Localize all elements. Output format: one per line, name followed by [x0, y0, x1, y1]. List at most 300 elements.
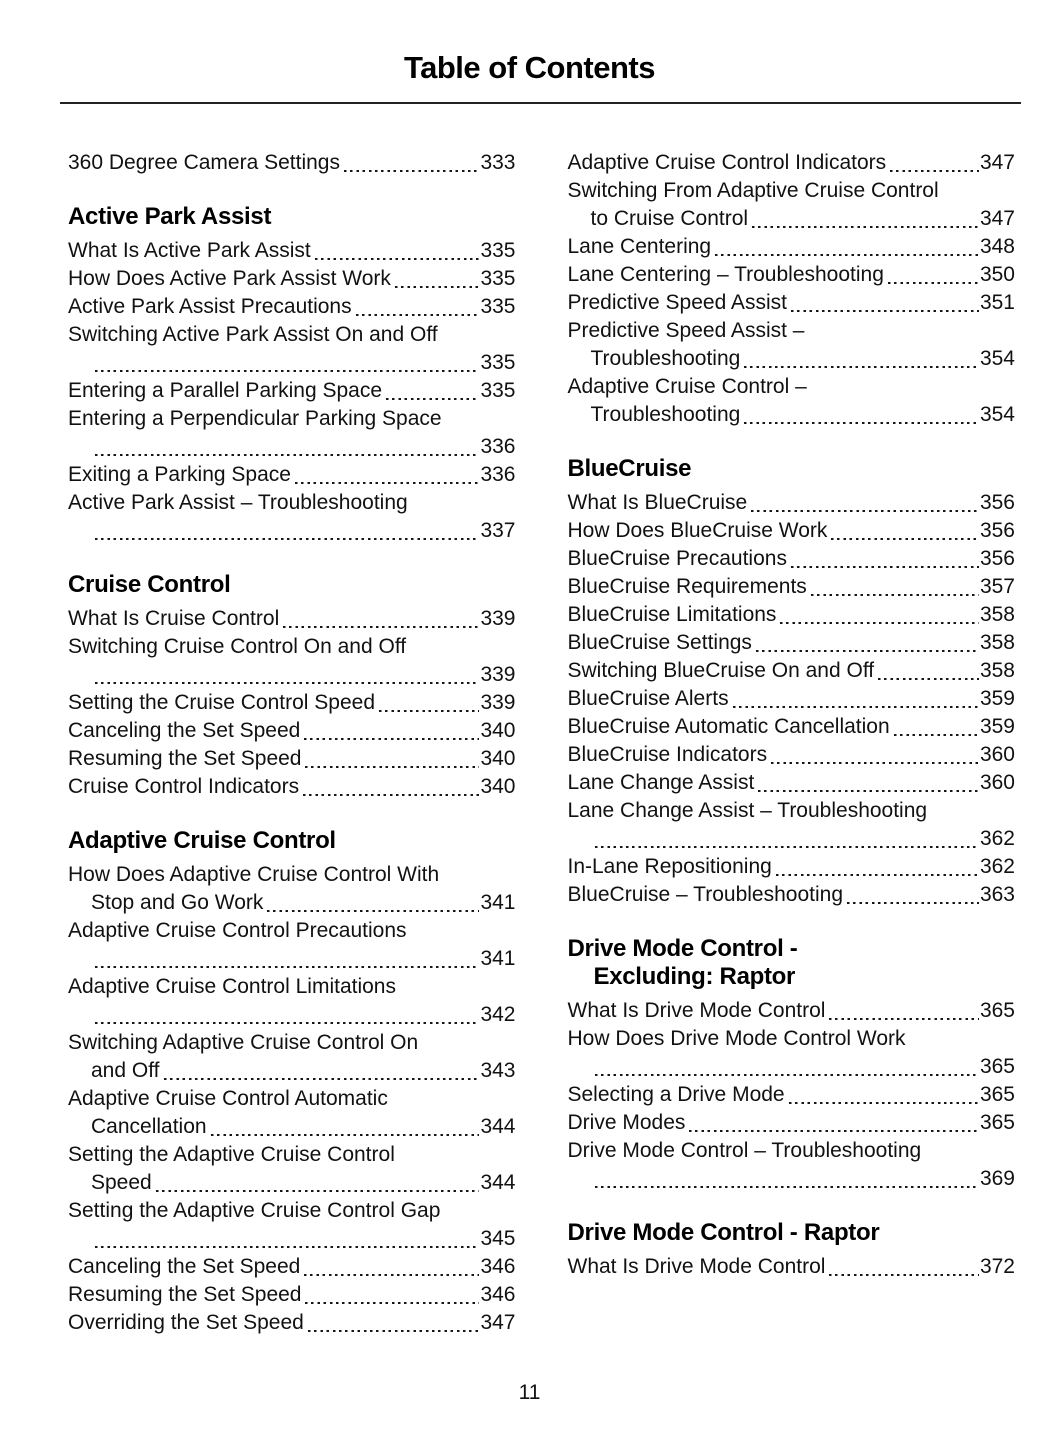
- entry-page-number: 362: [979, 827, 1015, 850]
- toc-entry-line: [68, 889, 516, 917]
- entry-text: BlueCruise Requirements: [567, 575, 807, 598]
- entry-page-number: 346: [480, 1283, 516, 1306]
- toc-entry-line: [568, 685, 1016, 713]
- dotted-leader: [689, 1130, 979, 1133]
- toc-entry[interactable]: [568, 769, 1016, 797]
- toc-entry-line: [568, 1081, 1016, 1109]
- toc-entry-line: [68, 973, 516, 1001]
- page-title: Table of Contents: [404, 50, 655, 85]
- dotted-leader: [95, 370, 479, 373]
- entry-page-number: 333: [480, 151, 516, 174]
- toc-entry-line: [68, 149, 516, 177]
- entry-page-number: 350: [979, 263, 1015, 286]
- entry-text: Entering a Perpendicular Parking Space: [68, 407, 442, 430]
- entry-text: What Is BlueCruise: [567, 491, 748, 514]
- toc-entry[interactable]: [568, 853, 1016, 881]
- toc-entry[interactable]: [68, 293, 516, 321]
- toc-entry[interactable]: [568, 657, 1016, 685]
- toc-entry[interactable]: [68, 1309, 516, 1337]
- entry-text: BlueCruise Automatic Cancellation: [567, 715, 890, 738]
- dotted-leader: [356, 314, 480, 317]
- entry-text: Active Park Assist – Troubleshooting: [68, 491, 408, 514]
- dotted-leader: [344, 170, 479, 173]
- toc-entry-line: [68, 1169, 516, 1197]
- toc-entry[interactable]: [68, 377, 516, 405]
- entry-text: Drive Modes: [567, 1111, 686, 1134]
- section-heading: [568, 1219, 1016, 1247]
- toc-entry-line: [68, 945, 516, 973]
- dotted-leader: [267, 910, 479, 913]
- entry-text: Active Park Assist Precautions: [68, 295, 352, 318]
- toc-entry-line: [568, 205, 1016, 233]
- entry-page-number: 340: [480, 719, 516, 742]
- entry-text: to Cruise Control: [590, 207, 749, 230]
- dotted-leader: [878, 678, 979, 681]
- toc-entry-line: [68, 1029, 516, 1057]
- entry-page-number: 356: [979, 491, 1015, 514]
- entry-page-number: 354: [979, 347, 1015, 370]
- entry-text: Resuming the Set Speed: [68, 747, 302, 770]
- entry-page-number: 347: [979, 151, 1015, 174]
- entry-text: How Does Drive Mode Control Work: [567, 1027, 906, 1050]
- entry-page-number: 358: [979, 603, 1015, 626]
- toc-column-right: [568, 149, 1016, 1337]
- entry-text: Adaptive Cruise Control Limitations: [68, 975, 396, 998]
- dotted-leader: [95, 966, 479, 969]
- dotted-leader: [888, 282, 979, 285]
- dotted-leader: [395, 286, 480, 289]
- section-heading-line: BlueCruise: [567, 455, 692, 482]
- entry-page-number: 336: [480, 463, 516, 486]
- dotted-leader: [308, 1330, 480, 1333]
- entry-text: Stop and Go Work: [91, 891, 264, 914]
- toc-entry[interactable]: [68, 633, 516, 689]
- entry-page-number: 360: [979, 743, 1015, 766]
- toc-entry[interactable]: [68, 149, 516, 177]
- dotted-leader: [95, 682, 479, 685]
- dotted-leader: [751, 510, 979, 513]
- toc-entry-line: [68, 1281, 516, 1309]
- entry-page-number: 348: [979, 235, 1015, 258]
- entry-text: Predictive Speed Assist: [567, 291, 787, 314]
- toc-entry[interactable]: [68, 917, 516, 973]
- entry-text: Adaptive Cruise Control –: [567, 375, 807, 398]
- toc-entry-line: [568, 573, 1016, 601]
- toc-entry[interactable]: [68, 405, 516, 461]
- toc-entry-line: [68, 1309, 516, 1337]
- entry-page-number: 336: [480, 435, 516, 458]
- toc-entry[interactable]: [568, 997, 1016, 1025]
- toc-entry[interactable]: [568, 1137, 1016, 1193]
- section-heading: [68, 827, 516, 855]
- entry-page-number: 357: [979, 575, 1015, 598]
- dotted-leader: [379, 710, 479, 713]
- entry-page-number: 340: [480, 747, 516, 770]
- entry-page-number: 365: [979, 999, 1015, 1022]
- entry-page-number: 347: [979, 207, 1015, 230]
- dotted-leader: [780, 622, 979, 625]
- dotted-leader: [283, 626, 479, 629]
- entry-text: Setting the Cruise Control Speed: [68, 691, 376, 714]
- entry-text: Switching Active Park Assist On and Off: [68, 323, 438, 346]
- toc-entry[interactable]: [68, 1197, 516, 1253]
- toc-entry[interactable]: [568, 1025, 1016, 1081]
- entry-page-number: 359: [979, 715, 1015, 738]
- entry-text: How Does Active Park Assist Work: [68, 267, 391, 290]
- toc-entry-line: [568, 345, 1016, 373]
- entry-text: Troubleshooting: [590, 347, 741, 370]
- toc-entry-line: [68, 517, 516, 545]
- toc-entry-line: [68, 717, 516, 745]
- section-heading: [568, 455, 1016, 483]
- dotted-leader: [595, 1074, 979, 1077]
- entry-text: and Off: [91, 1059, 160, 1082]
- toc-entry-line: [68, 1197, 516, 1225]
- toc-section: [68, 827, 516, 1337]
- entry-text: BlueCruise Settings: [567, 631, 752, 654]
- toc-entry-line: [68, 1225, 516, 1253]
- entry-text: Predictive Speed Assist –: [567, 319, 805, 342]
- toc-section: [568, 1219, 1016, 1281]
- toc-entry-line: [68, 237, 516, 265]
- toc-entry-line: [68, 349, 516, 377]
- toc-columns: [0, 104, 1059, 1337]
- toc-entry[interactable]: [568, 517, 1016, 545]
- toc-entry[interactable]: [68, 237, 516, 265]
- entry-text: Lane Change Assist – Troubleshooting: [567, 799, 928, 822]
- entry-page-number: 341: [480, 891, 516, 914]
- toc-entry-line: [568, 657, 1016, 685]
- toc-entry-line: [568, 1053, 1016, 1081]
- dotted-leader: [890, 170, 979, 173]
- dotted-leader: [95, 1246, 479, 1249]
- toc-entry-line: [568, 261, 1016, 289]
- dotted-leader: [744, 422, 979, 425]
- entry-page-number: 345: [480, 1227, 516, 1250]
- toc-section: [68, 149, 516, 177]
- toc-entry[interactable]: [568, 741, 1016, 769]
- page-number: 11: [518, 1381, 541, 1404]
- toc-entry-line: [568, 853, 1016, 881]
- toc-entry-line: [568, 1137, 1016, 1165]
- entry-page-number: 335: [480, 239, 516, 262]
- toc-entry[interactable]: [68, 605, 516, 633]
- dotted-leader: [894, 734, 979, 737]
- dotted-leader: [595, 846, 979, 849]
- entry-text: Adaptive Cruise Control Precautions: [68, 919, 407, 942]
- toc-entry-line: [68, 1085, 516, 1113]
- entry-text: Cancellation: [91, 1115, 207, 1138]
- dotted-leader: [304, 738, 479, 741]
- entry-page-number: 358: [979, 631, 1015, 654]
- toc-entry-line: [68, 1057, 516, 1085]
- entry-text: Switching Adaptive Cruise Control On: [68, 1031, 419, 1054]
- toc-entry[interactable]: [568, 177, 1016, 233]
- toc-entry-line: [68, 1113, 516, 1141]
- section-heading-line: Drive Mode Control -: [567, 935, 798, 962]
- toc-entry-line: [568, 233, 1016, 261]
- toc-entry[interactable]: [568, 1081, 1016, 1109]
- entry-text: Entering a Parallel Parking Space: [68, 379, 383, 402]
- dotted-leader: [776, 874, 979, 877]
- dotted-leader: [95, 454, 479, 457]
- entry-page-number: 346: [480, 1255, 516, 1278]
- entry-page-number: 362: [979, 855, 1015, 878]
- toc-entry[interactable]: [568, 233, 1016, 261]
- toc-section: [68, 203, 516, 545]
- dotted-leader: [386, 398, 479, 401]
- entry-text: BlueCruise Limitations: [567, 603, 777, 626]
- entry-page-number: 354: [979, 403, 1015, 426]
- entry-text: Drive Mode Control – Troubleshooting: [567, 1139, 922, 1162]
- toc-entry[interactable]: [68, 689, 516, 717]
- entry-page-number: 365: [979, 1055, 1015, 1078]
- toc-entry-line: [568, 149, 1016, 177]
- toc-entry-line: [568, 317, 1016, 345]
- entry-text: Cruise Control Indicators: [68, 775, 300, 798]
- toc-entry-line: [568, 713, 1016, 741]
- entry-text: Adaptive Cruise Control Automatic: [68, 1087, 388, 1110]
- toc-entry-line: [68, 917, 516, 945]
- entry-text: 360 Degree Camera Settings: [68, 151, 340, 174]
- toc-entry[interactable]: [68, 461, 516, 489]
- dotted-leader: [829, 1274, 979, 1277]
- dotted-leader: [811, 594, 979, 597]
- toc-entry-line: [568, 1165, 1016, 1193]
- toc-entry[interactable]: [68, 745, 516, 773]
- entry-page-number: 343: [480, 1059, 516, 1082]
- toc-entry-line: [568, 881, 1016, 909]
- entry-page-number: 342: [480, 1003, 516, 1026]
- dotted-leader: [744, 366, 979, 369]
- toc-entry-line: [68, 293, 516, 321]
- dotted-leader: [156, 1190, 480, 1193]
- dotted-leader: [315, 258, 480, 261]
- dotted-leader: [295, 482, 479, 485]
- toc-entry[interactable]: [568, 261, 1016, 289]
- toc-entry-line: [68, 1001, 516, 1029]
- dotted-leader: [715, 254, 979, 257]
- toc-section: [568, 935, 1016, 1193]
- entry-text: BlueCruise Precautions: [567, 547, 787, 570]
- dotted-leader: [771, 762, 979, 765]
- toc-entry-line: [568, 177, 1016, 205]
- toc-entry[interactable]: [68, 321, 516, 377]
- toc-section: [568, 149, 1016, 429]
- section-heading-line: Active Park Assist: [68, 203, 272, 230]
- entry-text: Overriding the Set Speed: [68, 1311, 304, 1334]
- toc-entry[interactable]: [68, 773, 516, 801]
- entry-text: BlueCruise Indicators: [567, 743, 768, 766]
- toc-entry[interactable]: [568, 881, 1016, 909]
- dotted-leader: [305, 1302, 479, 1305]
- toc-entry-line: [68, 489, 516, 517]
- entry-page-number: 347: [480, 1311, 516, 1334]
- dotted-leader: [303, 794, 479, 797]
- entry-page-number: 358: [979, 659, 1015, 682]
- toc-column-left: [68, 149, 516, 1337]
- dotted-leader: [829, 1018, 979, 1021]
- dotted-leader: [789, 1102, 979, 1105]
- entry-page-number: 369: [979, 1167, 1015, 1190]
- toc-entry-line: [568, 997, 1016, 1025]
- entry-page-number: 365: [979, 1083, 1015, 1106]
- toc-entry-line: [68, 605, 516, 633]
- toc-entry-line: [568, 489, 1016, 517]
- entry-page-number: 360: [979, 771, 1015, 794]
- dotted-leader: [791, 566, 979, 569]
- toc-entry-line: [68, 461, 516, 489]
- toc-entry-line: [68, 745, 516, 773]
- toc-entry[interactable]: [568, 373, 1016, 429]
- toc-entry-line: [568, 601, 1016, 629]
- toc-entry-line: [568, 797, 1016, 825]
- dotted-leader: [847, 902, 979, 905]
- dotted-leader: [164, 1078, 480, 1081]
- entry-page-number: 344: [480, 1115, 516, 1138]
- entry-page-number: 340: [480, 775, 516, 798]
- toc-entry[interactable]: [68, 1029, 516, 1085]
- toc-entry-line: [68, 1141, 516, 1169]
- entry-text: Setting the Adaptive Cruise Control Gap: [68, 1199, 441, 1222]
- entry-text: Switching Cruise Control On and Off: [68, 635, 407, 658]
- toc-entry-line: [568, 769, 1016, 797]
- toc-entry[interactable]: [568, 289, 1016, 317]
- toc-entry[interactable]: [68, 1085, 516, 1141]
- toc-entry-line: [568, 629, 1016, 657]
- toc-entry[interactable]: [568, 489, 1016, 517]
- toc-entry[interactable]: [568, 713, 1016, 741]
- entry-page-number: 344: [480, 1171, 516, 1194]
- dotted-leader: [95, 1022, 479, 1025]
- entry-text: Canceling the Set Speed: [68, 1255, 301, 1278]
- toc-entry-line: [68, 377, 516, 405]
- entry-text: BlueCruise Alerts: [567, 687, 729, 710]
- toc-entry-line: [568, 401, 1016, 429]
- entry-text: Switching From Adaptive Cruise Control: [567, 179, 939, 202]
- dotted-leader: [595, 1186, 979, 1189]
- toc-entry[interactable]: [68, 1281, 516, 1309]
- dotted-leader: [756, 650, 979, 653]
- dotted-leader: [791, 310, 979, 313]
- toc-entry[interactable]: [68, 1141, 516, 1197]
- toc-entry-line: [568, 1025, 1016, 1053]
- entry-page-number: 339: [480, 691, 516, 714]
- entry-text: What Is Drive Mode Control: [567, 1255, 826, 1278]
- entry-text: In-Lane Repositioning: [567, 855, 772, 878]
- entry-text: Selecting a Drive Mode: [567, 1083, 785, 1106]
- section-heading-line: Adaptive Cruise Control: [68, 827, 336, 854]
- toc-entry-line: [68, 265, 516, 293]
- dotted-leader: [211, 1134, 480, 1137]
- entry-text: Canceling the Set Speed: [68, 719, 301, 742]
- toc-entry-line: [68, 433, 516, 461]
- toc-entry[interactable]: [68, 717, 516, 745]
- toc-entry-line: [68, 633, 516, 661]
- toc-entry[interactable]: [568, 629, 1016, 657]
- section-heading-line: Excluding: Raptor: [593, 963, 796, 990]
- entry-page-number: 359: [979, 687, 1015, 710]
- section-heading: [68, 571, 516, 599]
- toc-entry[interactable]: [568, 1253, 1016, 1281]
- entry-page-number: 365: [979, 1111, 1015, 1134]
- entry-page-number: 335: [480, 379, 516, 402]
- dotted-leader: [831, 538, 979, 541]
- dotted-leader: [304, 1274, 479, 1277]
- toc-entry[interactable]: [568, 1109, 1016, 1137]
- entry-page-number: 339: [480, 607, 516, 630]
- toc-entry-line: [568, 741, 1016, 769]
- entry-page-number: 339: [480, 663, 516, 686]
- toc-entry[interactable]: [568, 149, 1016, 177]
- toc-entry-line: [568, 1253, 1016, 1281]
- toc-entry[interactable]: [68, 265, 516, 293]
- toc-section: [568, 455, 1016, 909]
- toc-entry-line: [68, 773, 516, 801]
- toc-entry[interactable]: [68, 1253, 516, 1281]
- toc-entry-line: [568, 1109, 1016, 1137]
- entry-page-number: 337: [480, 519, 516, 542]
- toc-entry-line: [568, 825, 1016, 853]
- toc-entry[interactable]: [68, 973, 516, 1029]
- entry-text: Lane Centering – Troubleshooting: [567, 263, 884, 286]
- entry-text: How Does Adaptive Cruise Control With: [68, 863, 440, 886]
- entry-text: Setting the Adaptive Cruise Control: [68, 1143, 395, 1166]
- toc-entry-line: [568, 517, 1016, 545]
- entry-page-number: 351: [979, 291, 1015, 314]
- toc-entry-line: [68, 1253, 516, 1281]
- toc-entry[interactable]: [68, 489, 516, 545]
- toc-entry-line: [68, 689, 516, 717]
- entry-text: Speed: [91, 1171, 152, 1194]
- entry-text: What Is Cruise Control: [68, 607, 280, 630]
- entry-text: How Does BlueCruise Work: [567, 519, 828, 542]
- toc-entry-line: [568, 545, 1016, 573]
- entry-text: Lane Change Assist: [567, 771, 755, 794]
- toc-entry[interactable]: [568, 601, 1016, 629]
- entry-text: Troubleshooting: [590, 403, 741, 426]
- toc-entry-line: [568, 289, 1016, 317]
- entry-page-number: 335: [480, 351, 516, 374]
- toc-entry-line: [68, 321, 516, 349]
- section-heading: [68, 203, 516, 231]
- toc-section: [68, 571, 516, 801]
- dotted-leader: [752, 226, 979, 229]
- section-heading: [568, 935, 1016, 991]
- dotted-leader: [305, 766, 479, 769]
- entry-text: What Is Active Park Assist: [68, 239, 311, 262]
- toc-entry[interactable]: [68, 861, 516, 917]
- entry-page-number: 363: [979, 883, 1015, 906]
- entry-page-number: 372: [979, 1255, 1015, 1278]
- entry-text: Lane Centering: [567, 235, 712, 258]
- toc-entry[interactable]: [568, 573, 1016, 601]
- toc-entry-line: [68, 861, 516, 889]
- entry-text: Adaptive Cruise Control Indicators: [567, 151, 887, 174]
- section-heading-line: Drive Mode Control - Raptor: [567, 1219, 880, 1246]
- section-heading-line: Cruise Control: [68, 571, 231, 598]
- toc-entry[interactable]: [568, 797, 1016, 853]
- entry-page-number: 335: [480, 295, 516, 318]
- entry-text: Resuming the Set Speed: [68, 1283, 302, 1306]
- toc-entry[interactable]: [568, 317, 1016, 373]
- toc-entry[interactable]: [568, 685, 1016, 713]
- toc-entry[interactable]: [568, 545, 1016, 573]
- toc-entry-line: [568, 373, 1016, 401]
- dotted-leader: [758, 790, 979, 793]
- entry-text: Switching BlueCruise On and Off: [567, 659, 875, 682]
- dotted-leader: [95, 538, 479, 541]
